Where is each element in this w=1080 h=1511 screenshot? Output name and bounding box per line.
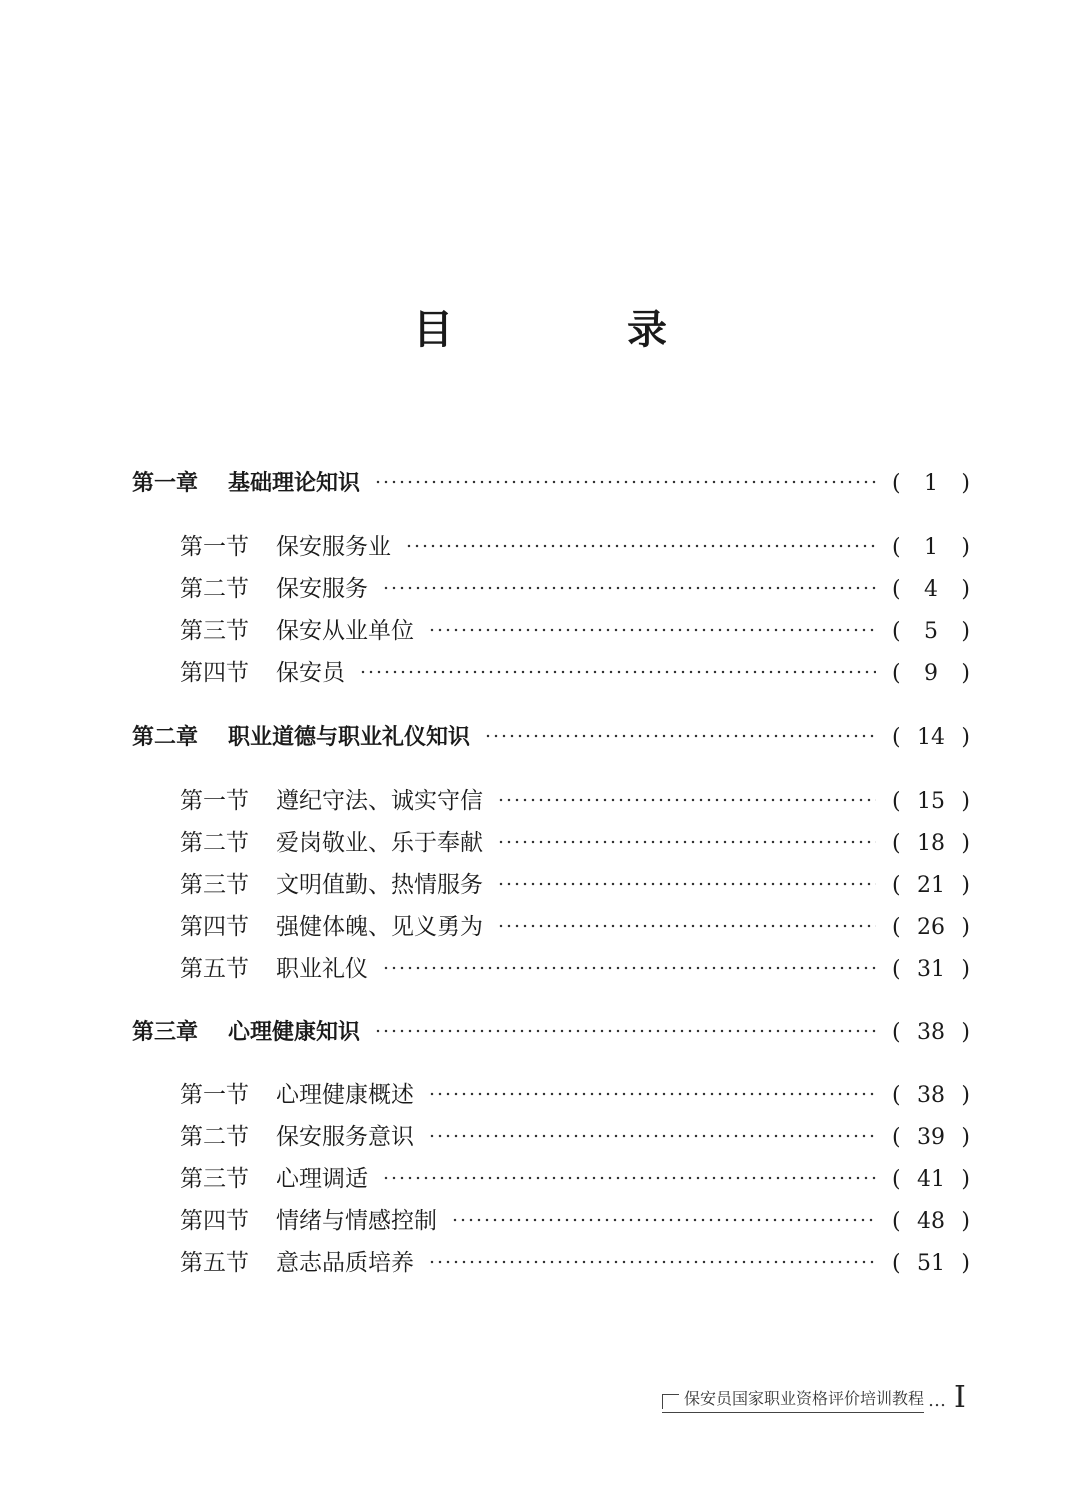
entry-title: 遵纪守法、诚实守信 [276, 788, 483, 814]
entry-title: 基础理论知识 [228, 471, 361, 496]
toc-chapter[interactable] [132, 1005, 970, 1045]
dot-leader [497, 816, 876, 850]
entry-title: 保安从业单位 [276, 618, 414, 644]
entry-title: 保安员 [276, 660, 345, 686]
dot-leader [359, 646, 876, 680]
entry-number: 第二节 [180, 830, 249, 856]
dot-leader [374, 456, 876, 490]
entry-page: ( 4 ) [892, 577, 970, 602]
dot-leader [428, 1236, 876, 1270]
entry-number: 第二章 [132, 725, 199, 750]
entry-number: 第四节 [180, 914, 249, 940]
toc-section[interactable] [180, 1110, 970, 1150]
dot-leader [451, 1194, 876, 1228]
entry-number: 第三节 [180, 872, 249, 898]
toc-section[interactable] [180, 858, 970, 898]
dot-leader [428, 604, 876, 638]
entry-page: ( 9 ) [892, 661, 970, 686]
entry-number: 第二节 [180, 1124, 249, 1150]
toc-section[interactable] [180, 1236, 970, 1276]
entry-page: ( 21 ) [892, 873, 970, 898]
dot-leader [428, 1068, 876, 1102]
entry-page: ( 5 ) [892, 619, 970, 644]
entry-number: 第五节 [180, 1250, 249, 1276]
toc-section[interactable] [180, 1152, 970, 1192]
dot-leader [484, 710, 876, 744]
toc-section[interactable] [180, 1068, 970, 1108]
toc-section[interactable] [180, 816, 970, 856]
entry-title: 保安服务 [276, 576, 368, 602]
toc-section[interactable] [180, 646, 970, 686]
entry-title: 强健体魄、见义勇为 [276, 914, 483, 940]
dot-leader [382, 562, 876, 596]
entry-title: 文明值勤、热情服务 [276, 872, 483, 898]
toc-section[interactable] [180, 942, 970, 982]
footer-page-number: I [954, 1380, 966, 1415]
dot-leader [382, 942, 876, 976]
entry-title: 保安服务意识 [276, 1124, 414, 1150]
toc-chapter[interactable] [132, 710, 970, 750]
entry-page: ( 18 ) [892, 831, 970, 856]
toc-section[interactable] [180, 562, 970, 602]
entry-number: 第一节 [180, 534, 249, 560]
dot-leader [497, 774, 876, 808]
footer-rule [662, 1412, 924, 1413]
entry-number: 第一节 [180, 1082, 249, 1108]
entry-page: ( 38 ) [892, 1020, 970, 1045]
entry-number: 第一章 [132, 471, 199, 496]
entry-title: 情绪与情感控制 [276, 1208, 437, 1234]
toc-section[interactable] [180, 774, 970, 814]
entry-page: ( 1 ) [892, 471, 970, 496]
entry-page: ( 14 ) [892, 725, 970, 750]
entry-title: 心理健康知识 [228, 1020, 361, 1045]
toc-section[interactable] [180, 520, 970, 560]
toc-section[interactable] [180, 604, 970, 644]
dot-leader [405, 520, 876, 554]
entry-title: 职业礼仪 [276, 956, 368, 982]
entry-title: 意志品质培养 [276, 1250, 414, 1276]
entry-number: 第三章 [132, 1020, 199, 1045]
page-footer [662, 1380, 982, 1420]
toc-section[interactable] [180, 1194, 970, 1234]
entry-number: 第一节 [180, 788, 249, 814]
entry-number: 第四节 [180, 660, 249, 686]
entry-page: ( 15 ) [892, 789, 970, 814]
toc-chapter[interactable] [132, 456, 970, 496]
dot-leader [428, 1110, 876, 1144]
entry-page: ( 38 ) [892, 1083, 970, 1108]
entry-number: 第二节 [180, 576, 249, 602]
entry-number: 第三节 [180, 1166, 249, 1192]
corner-bracket-icon [662, 1394, 679, 1409]
dot-leader [497, 900, 876, 934]
footer-ellipsis: … [928, 1390, 947, 1411]
entry-page: ( 51 ) [892, 1251, 970, 1276]
dot-leader [374, 1005, 876, 1039]
entry-number: 第五节 [180, 956, 249, 982]
page-title: 目 录 [413, 306, 747, 353]
entry-page: ( 31 ) [892, 957, 970, 982]
entry-page: ( 39 ) [892, 1125, 970, 1150]
dot-leader [497, 858, 876, 892]
footer-book-title: 保安员国家职业资格评价培训教程 [684, 1389, 925, 1408]
entry-title: 保安服务业 [276, 534, 391, 560]
entry-page: ( 1 ) [892, 535, 970, 560]
entry-number: 第四节 [180, 1208, 249, 1234]
entry-number: 第三节 [180, 618, 249, 644]
entry-title: 心理调适 [276, 1166, 368, 1192]
entry-title: 职业道德与职业礼仪知识 [228, 725, 471, 750]
toc-section[interactable] [180, 900, 970, 940]
entry-page: ( 26 ) [892, 915, 970, 940]
dot-leader [382, 1152, 876, 1186]
entry-title: 爱岗敬业、乐于奉献 [276, 830, 483, 856]
entry-title: 心理健康概述 [276, 1082, 414, 1108]
entry-page: ( 48 ) [892, 1209, 970, 1234]
entry-page: ( 41 ) [892, 1167, 970, 1192]
